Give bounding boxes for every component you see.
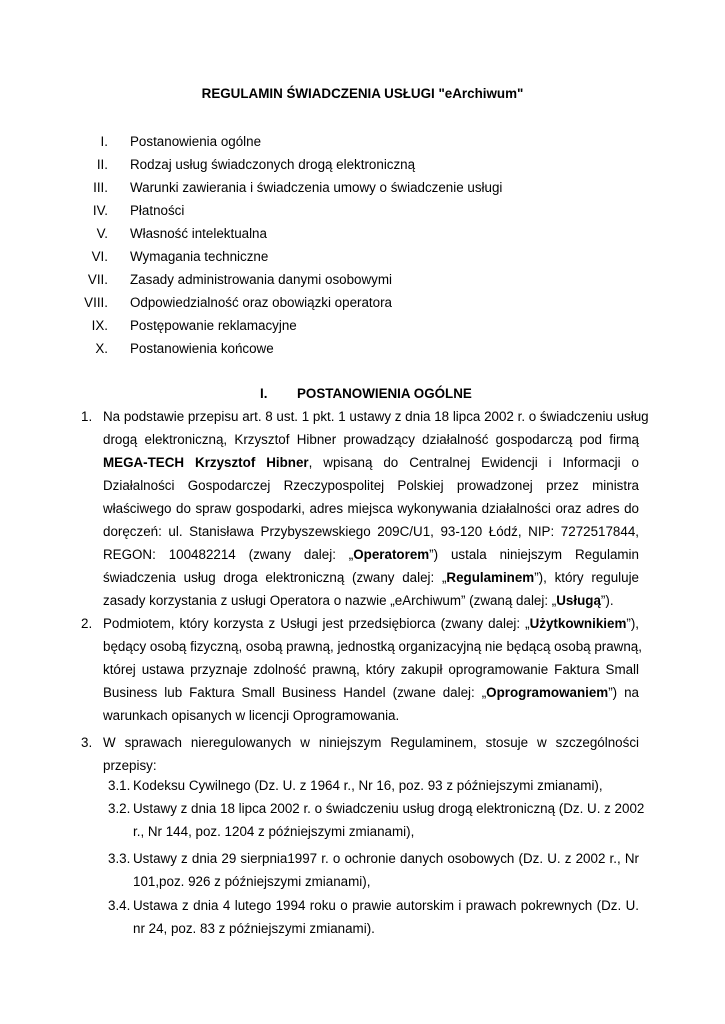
text-fragment: , wpisaną do Centralnej Ewidencji i Informacji o [308,455,639,470]
toc-label: Odpowiedzialność oraz obowiązki operatora [130,295,393,310]
toc-label: Warunki zawierania i świadczenia umowy o świadczenie usługi [130,180,503,195]
text-fragment: REGON: 100482214 (zwany dalej: „ [103,547,354,562]
sub-item-number: 3.2. [108,801,131,816]
document-title: REGULAMIN ŚWIADCZENIA USŁUGI "eArchiwum" [201,86,524,101]
sub-item [133,894,639,940]
paragraph-number: 2. [81,616,93,631]
section-title: POSTANOWIENIA OGÓLNE [297,386,472,401]
text-fragment: zasady korzystania z usługi Operatora o nazwie „eArchiwum” (zwaną dalej: „ [103,593,557,608]
toc-item [0,293,725,313]
toc-label: Zasady administrowania danymi osobowymi [130,272,392,287]
defined-term: Regulaminem [446,570,535,585]
paragraph-number: 3. [81,735,93,750]
text-line: doręczeń: ul. Stanisława Przybyszewskiego 209C/U1, 93-120 Łódź, NIP: 7272517844, [103,524,639,539]
text-line: Kodeksu Cywilnego (Dz. U. z 1964 r., Nr 16, poz. 93 z późniejszymi zmianami), [133,778,603,793]
toc-number: II. [96,157,108,172]
toc-item [0,132,725,152]
toc-number: IX. [91,318,108,333]
toc-label: Własność intelektualna [130,226,267,241]
toc-item [0,155,725,175]
company-name: MEGA-TECH Krzysztof Hibner [103,455,309,470]
toc-label: Postanowienia końcowe [130,341,274,356]
section-number: I. [260,386,268,401]
text-line: r., Nr 144, poz. 1204 z późniejszymi zmianami), [133,824,415,839]
text-line: warunkach opisanych w licencji Oprogramowania. [103,708,400,723]
paragraph-2 [103,612,642,727]
sub-item [133,847,639,893]
text-line [103,612,639,635]
text-line: Na podstawie przepisu art. 8 ust. 1 pkt. 1 ustawy z dnia 18 lipca 2002 r. o świadczeniu usług [103,409,649,424]
text-fragment: świadczenia usług droga elektroniczną (zwany dalej: „ [103,570,447,585]
toc-number: III. [93,180,108,195]
toc-number: VII. [87,272,108,287]
text-fragment: ”), [626,616,639,631]
toc-label: Postanowienia ogólne [130,134,262,149]
sub-item-number: 3.1. [108,778,131,793]
toc-label: Płatności [130,203,185,218]
toc-item [0,178,725,198]
text-line: Działalności Gospodarczej Rzeczypospolitej Polskiej prowadzonej przez ministra [103,478,639,493]
toc-item [0,270,725,290]
defined-term: Oprogramowaniem [486,685,609,700]
text-line: Ustawy z dnia 18 lipca 2002 r. o świadczeniu usług drogą elektroniczną (Dz. U. z 2002 [133,801,645,816]
text-line [103,681,639,704]
paragraph-3 [103,731,639,777]
toc-number: X. [95,341,108,356]
text-line: właściwego do spraw gospodarki, adres miejsca wykonywania działalności oraz adres do [103,501,639,516]
text-line [103,566,639,589]
section-heading [0,384,725,404]
toc-item [0,247,725,267]
toc-number: V. [96,226,108,241]
sub-item [133,797,645,843]
text-fragment: ”) ustala niniejszym Regulamin [429,547,639,562]
text-fragment: ”) na [608,685,639,700]
text-fragment: Podmiotem, który korzysta z Usługi jest przedsiębiorca (zwany dalej: „ [103,616,530,631]
text-line: której ustawa przyznaje zdolność prawną, który zakupił oprogramowanie Faktura Small [103,662,639,677]
defined-term: Operatorem [353,547,430,562]
toc-label: Postępowanie reklamacyjne [130,318,297,333]
paragraph-1 [103,405,649,612]
toc-number: IV. [92,203,108,218]
toc-number: I. [100,134,108,149]
text-line: W sprawach nieregulowanych w niniejszym Regulaminem, stosuje w szczególności [103,735,639,750]
text-line: przepisy: [103,758,157,773]
text-fragment: ”). [600,593,614,608]
toc-item [0,224,725,244]
paragraph-number: 1. [81,409,93,424]
toc-label: Rodzaj usług świadczonych drogą elektroniczną [130,157,416,172]
sub-item-number: 3.3. [108,851,131,866]
text-line: Ustawy z dnia 29 sierpnia1997 r. o ochronie danych osobowych (Dz. U. z 2002 r., Nr [133,851,639,866]
toc-item [0,201,725,221]
text-line [103,589,639,612]
text-line [103,451,639,474]
text-line: nr 24, poz. 83 z późniejszymi zmianami). [133,921,375,936]
toc-number: VI. [91,249,108,264]
sub-item-number: 3.4. [108,898,131,913]
text-fragment: Business lub Faktura Small Business Handel (zwane dalej: „ [103,685,487,700]
toc-item [0,339,725,359]
defined-term: Usługą [556,593,601,608]
toc-label: Wymagania techniczne [130,249,269,264]
text-line: drogą elektroniczną, Krzysztof Hibner prowadzący działalność gospodarczą pod firmą [103,432,639,447]
text-fragment: ”), który reguluje [534,570,639,585]
sub-item [133,774,639,797]
text-line: 101,poz. 926 z późniejszymi zmianami), [133,874,371,889]
toc-number: VIII. [84,295,108,310]
defined-term: Użytkownikiem [529,616,627,631]
text-line: Ustawa z dnia 4 lutego 1994 roku o prawie autorskim i prawach pokrewnych (Dz. U. [133,898,639,913]
text-line: będący osobą fizyczną, osobą prawną, jednostką organizacyjną nie będącą osobą prawną, [103,639,642,654]
text-line [103,543,639,566]
toc-item [0,316,725,336]
